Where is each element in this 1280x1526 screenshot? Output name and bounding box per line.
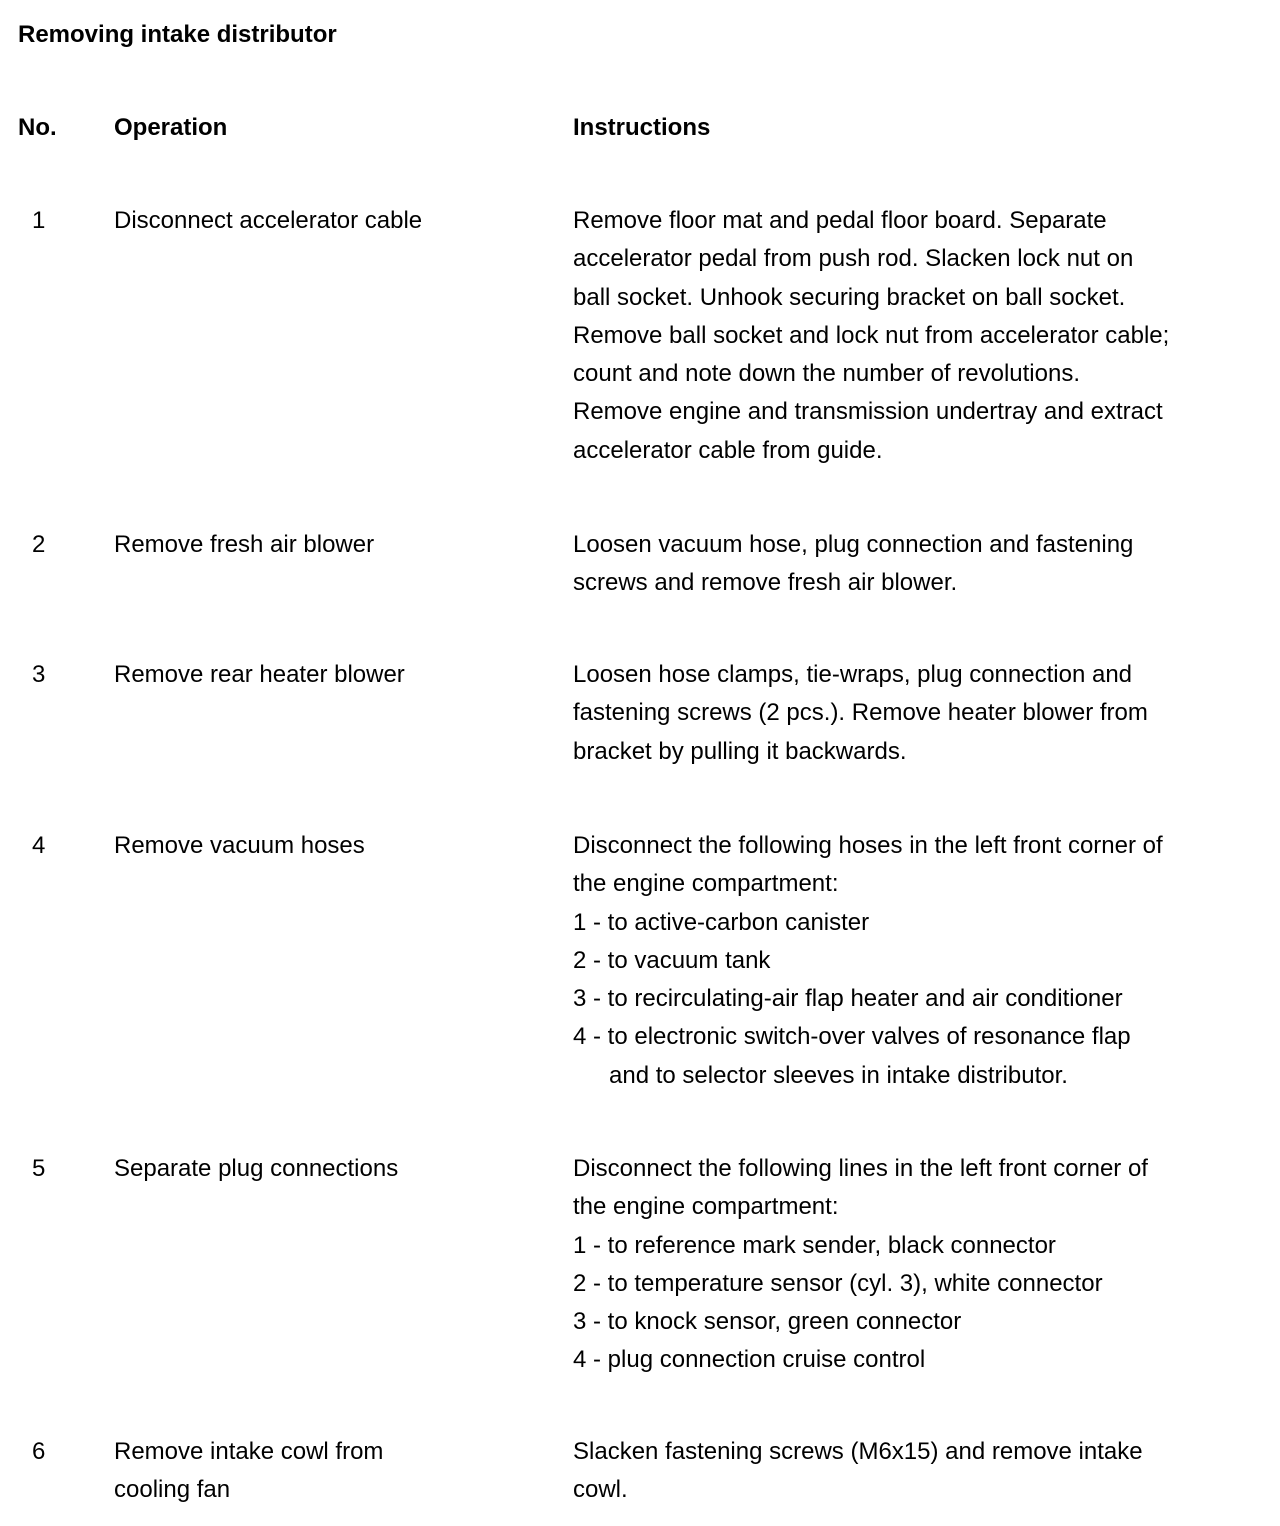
instruction-line: 2 - to vacuum tank <box>573 946 771 974</box>
instruction-line: 2 - to temperature sensor (cyl. 3), white connector <box>573 1269 1103 1297</box>
step-number: 2 <box>32 531 46 558</box>
instruction-line: the engine compartment: <box>573 1193 839 1221</box>
step-instructions <box>573 656 1280 771</box>
instruction-line: cowl. <box>573 1476 628 1504</box>
instruction-line: fastening screws (2 pcs.). Remove heater blower from <box>573 699 1148 727</box>
step-operation <box>114 1433 514 1510</box>
step-number: 5 <box>32 1155 46 1182</box>
instruction-line: Remove ball socket and lock nut from accelerator cable; <box>573 321 1170 349</box>
operation-line: Remove vacuum hoses <box>114 832 365 859</box>
step-instructions <box>573 827 1280 1095</box>
instruction-line: ball socket. Unhook securing bracket on ball socket. <box>573 283 1126 311</box>
instruction-line: 3 - to recirculating-air flap heater and air conditioner <box>573 985 1123 1013</box>
step-operation <box>114 827 514 865</box>
instruction-line: count and note down the number of revolutions. <box>573 360 1080 388</box>
instruction-line: Disconnect the following hoses in the left front corner of <box>573 832 1163 859</box>
column-header-no: No. <box>18 114 57 141</box>
instruction-line: Loosen hose clamps, tie-wraps, plug connection and <box>573 661 1133 688</box>
instruction-line: Remove engine and transmission undertray and extract <box>573 398 1163 426</box>
instruction-line: Remove floor mat and pedal floor board. Separate <box>573 207 1107 234</box>
instruction-line: Loosen vacuum hose, plug connection and fastening <box>573 531 1134 558</box>
column-header-instructions: Instructions <box>573 114 711 141</box>
instruction-line: 1 - to reference mark sender, black connector <box>573 1231 1056 1259</box>
step-number: 3 <box>32 661 46 688</box>
operation-line: Disconnect accelerator cable <box>114 207 423 234</box>
operation-line: Remove rear heater blower <box>114 661 405 688</box>
instruction-line: 4 - to electronic switch-over valves of resonance flap <box>573 1023 1131 1051</box>
step-number: 1 <box>32 207 46 234</box>
instruction-line: accelerator pedal from push rod. Slacken lock nut on <box>573 245 1134 273</box>
instruction-line: bracket by pulling it backwards. <box>573 737 907 765</box>
instruction-line: 3 - to knock sensor, green connector <box>573 1308 962 1336</box>
instruction-line: screws and remove fresh air blower. <box>573 569 958 597</box>
instruction-line: 4 - plug connection cruise control <box>573 1346 926 1374</box>
step-operation <box>114 526 514 564</box>
column-header-operation: Operation <box>114 114 228 141</box>
operation-line: cooling fan <box>114 1476 231 1504</box>
step-number: 4 <box>32 832 46 859</box>
instruction-line: accelerator cable from guide. <box>573 436 883 464</box>
instruction-line: and to selector sleeves in intake distributor. <box>609 1061 1068 1089</box>
instruction-line: Disconnect the following lines in the left front corner of <box>573 1155 1148 1182</box>
instruction-line: the engine compartment: <box>573 870 839 898</box>
operation-line: Remove fresh air blower <box>114 531 375 558</box>
step-number: 6 <box>32 1438 46 1465</box>
step-instructions <box>573 1150 1280 1380</box>
step-operation <box>114 202 514 240</box>
step-operation <box>114 656 514 694</box>
instruction-line: Slacken fastening screws (M6x15) and remove intake <box>573 1438 1143 1465</box>
step-instructions <box>573 202 1280 470</box>
operation-line: Separate plug connections <box>114 1155 399 1182</box>
step-instructions <box>573 526 1280 603</box>
instruction-line: 1 - to active-carbon canister <box>573 908 870 936</box>
operation-line: Remove intake cowl from <box>114 1438 384 1465</box>
step-operation <box>114 1150 514 1188</box>
page-title: Removing intake distributor <box>18 21 337 48</box>
step-instructions <box>573 1433 1280 1510</box>
